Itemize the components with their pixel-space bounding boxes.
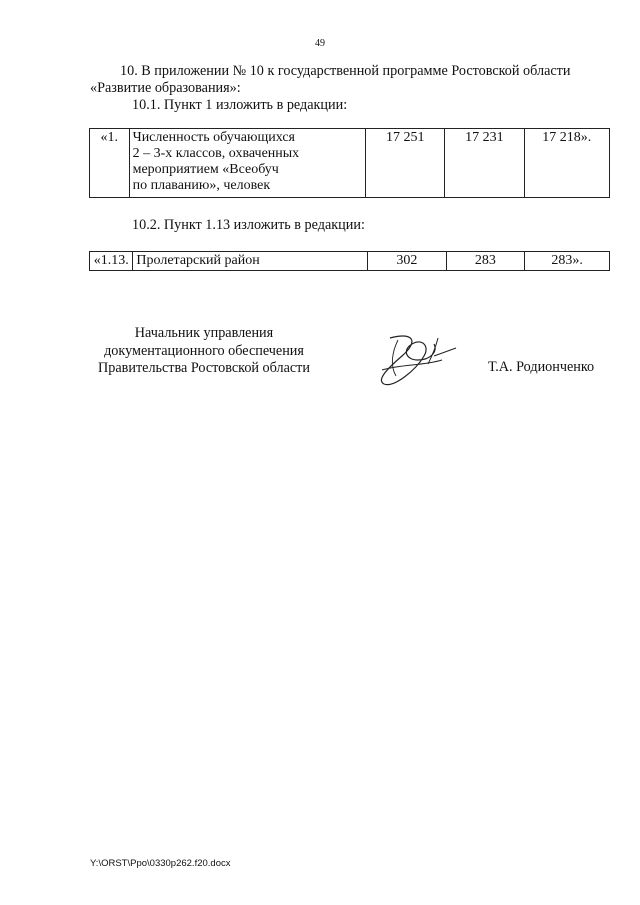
file-path-footer: Y:\ORST\Ppo\0330p262.f20.docx (90, 858, 231, 869)
table-row (90, 129, 610, 198)
handwritten-signature (372, 330, 462, 388)
amendment-10-2-heading: 10.2. Пункт 1.13 изложить в редакции: (132, 217, 365, 233)
value-cell: 17 218». (524, 129, 609, 198)
table-row (90, 252, 610, 271)
value-cell: 17 231 (445, 129, 524, 198)
value-cell: 302 (368, 252, 447, 271)
row-name-line: 2 – 3-х классов, охваченных (132, 146, 300, 161)
row-name: Пролетарский район (133, 252, 368, 271)
signatory-position-line: Правительства Ростовской области (98, 360, 310, 376)
amendment-10-line2: «Развитие образования»: (90, 80, 241, 96)
value-cell: 17 251 (366, 129, 445, 198)
row-name-line: Численность обучающихся (132, 130, 295, 145)
row-name-line: по плаванию», человек (132, 178, 271, 193)
signatory-position (88, 325, 320, 378)
row-name (129, 129, 366, 198)
value-cell: 283». (525, 252, 610, 271)
signatory-position-line: документационного обеспечения (104, 342, 304, 359)
row-number: «1.13. (90, 252, 133, 271)
row-number: «1. (90, 129, 130, 198)
page-number: 49 (315, 38, 325, 49)
row-name-line: мероприятием «Всеобуч (132, 162, 279, 177)
signer-name: Т.А. Родионченко (488, 359, 595, 375)
signatory-position-line: Начальник управления (134, 325, 274, 341)
amendment-10-line1: 10. В приложении № 10 к государственной программе Ростовской области (120, 63, 571, 79)
amendment-10-1-heading: 10.1. Пункт 1 изложить в редакции: (132, 97, 348, 113)
table-item-1-13 (89, 251, 610, 271)
table-item-1 (89, 128, 610, 198)
value-cell: 283 (446, 252, 525, 271)
